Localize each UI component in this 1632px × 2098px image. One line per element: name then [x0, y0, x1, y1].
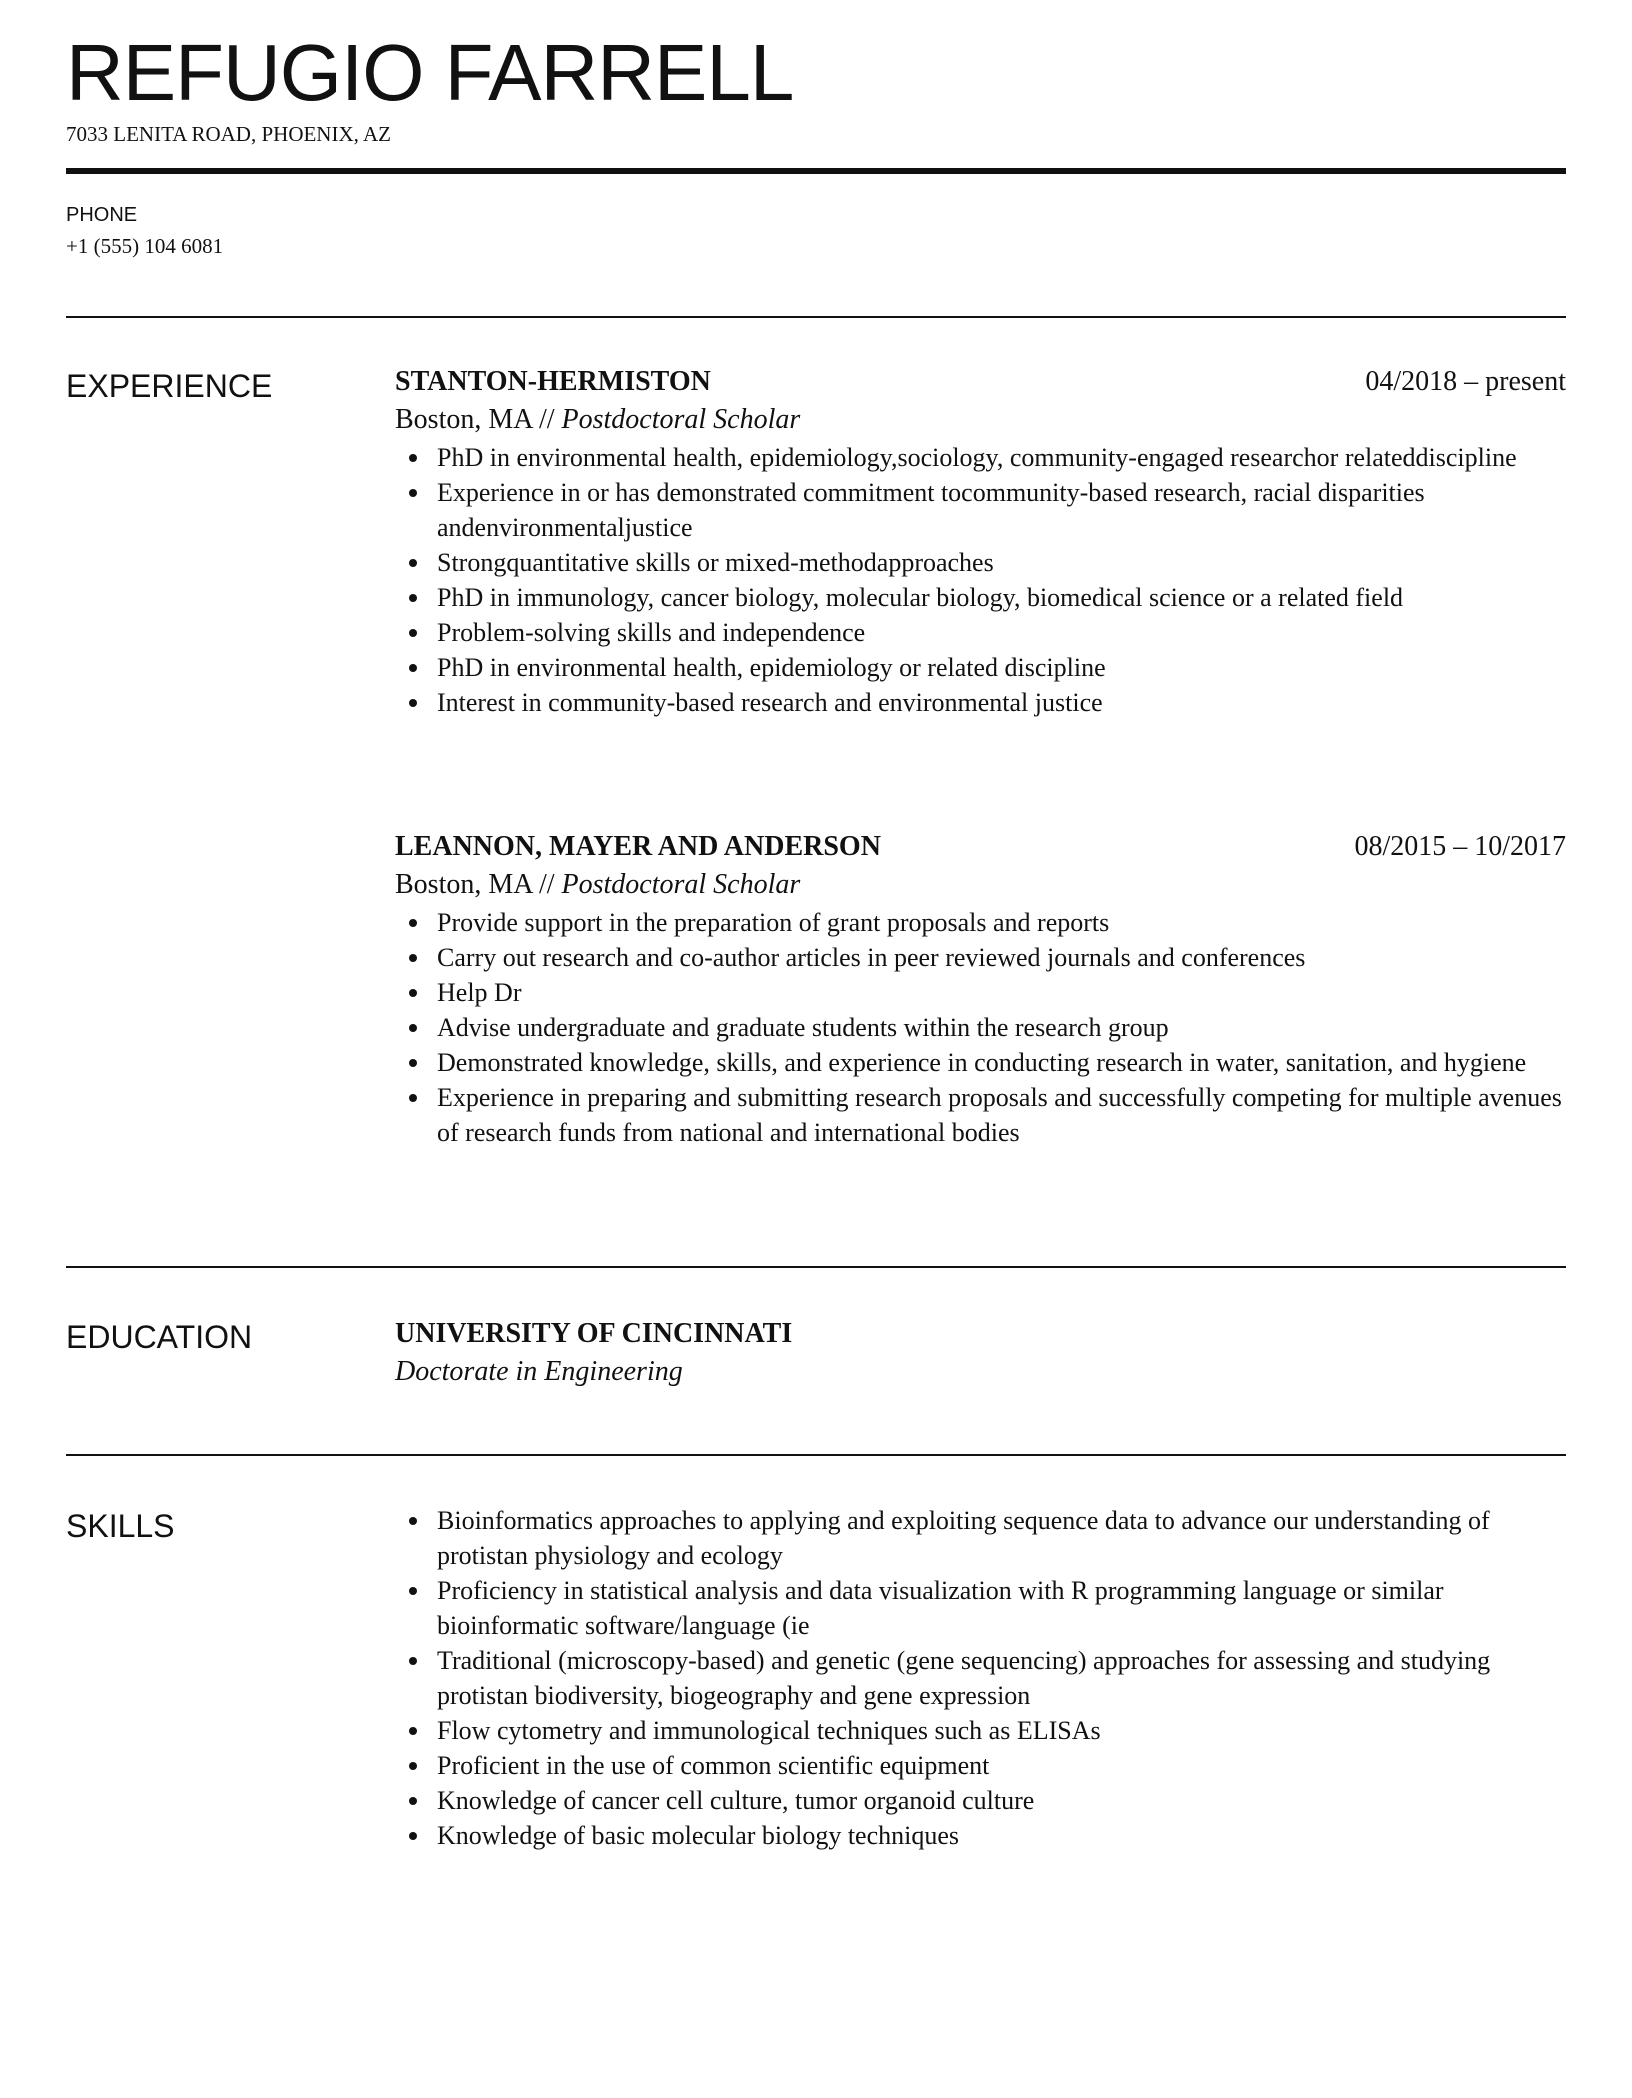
job-separator: // [531, 869, 562, 900]
experience-heading: EXPERIENCE [66, 368, 273, 404]
job-company: STANTON-HERMISTON [395, 366, 711, 397]
education-school: UNIVERSITY OF CINCINNATI [395, 1318, 793, 1349]
list-item: Flow cytometry and immunological techniques such as ELISAs [395, 1713, 1566, 1748]
section-divider [66, 1266, 1566, 1268]
skills-heading: SKILLS [66, 1508, 175, 1544]
list-item: Problem-solving skills and independence [395, 615, 1566, 650]
job-location: Boston, MA [395, 869, 532, 900]
list-item: PhD in environmental health, epidemiology,sociology, community-engaged researchor relateddiscipline [395, 440, 1566, 475]
list-item: PhD in environmental health, epidemiology or related discipline [395, 650, 1566, 685]
list-item: Advise undergraduate and graduate students within the research group [395, 1010, 1566, 1045]
list-item: Knowledge of basic molecular biology techniques [395, 1818, 1566, 1853]
list-item: PhD in immunology, cancer biology, molecular biology, biomedical science or a related field [395, 580, 1566, 615]
education-heading: EDUCATION [66, 1319, 253, 1355]
job-bullets [395, 440, 1566, 720]
list-item: Experience in or has demonstrated commitment tocommunity-based research, racial disparities andenvironmentaljustice [395, 475, 1566, 545]
list-item: Strongquantitative skills or mixed-methodapproaches [395, 545, 1566, 580]
list-item: Bioinformatics approaches to applying and exploiting sequence data to advance our understanding of protistan physiology and ecology [395, 1503, 1566, 1573]
section-divider [66, 316, 1566, 318]
list-item: Traditional (microscopy-based) and genetic (gene sequencing) approaches for assessing and studying protistan biodiversity, biogeography and gene expression [395, 1643, 1566, 1713]
list-item: Carry out research and co-author articles in peer reviewed journals and conferences [395, 940, 1566, 975]
job-location: Boston, MA [395, 404, 532, 435]
candidate-address: 7033 LENITA ROAD, PHOENIX, AZ [66, 122, 391, 146]
list-item: Proficiency in statistical analysis and data visualization with R programming language or similar bioinformatic software/language (ie [395, 1573, 1566, 1643]
job-role: Postdoctoral Scholar [561, 404, 801, 435]
candidate-name: REFUGIO FARRELL [66, 28, 794, 117]
list-item: Demonstrated knowledge, skills, and experience in conducting research in water, sanitation, and hygiene [395, 1045, 1566, 1080]
section-divider [66, 1454, 1566, 1456]
education-entry [395, 1316, 1566, 1392]
resume-page [66, 0, 1566, 2098]
header-divider [66, 168, 1566, 174]
job-dates: 04/2018 – present [1365, 366, 1566, 397]
job-entry [395, 829, 1566, 1150]
job-bullets [395, 905, 1566, 1150]
list-item: Knowledge of cancer cell culture, tumor organoid culture [395, 1783, 1566, 1818]
job-dates: 08/2015 – 10/2017 [1354, 831, 1566, 862]
phone-number: +1 (555) 104 6081 [66, 234, 224, 258]
skills-list [395, 1503, 1566, 1853]
job-entry [395, 364, 1566, 720]
job-location-role [395, 400, 1566, 440]
job-company: LEANNON, MAYER AND ANDERSON [395, 831, 881, 862]
list-item: Provide support in the preparation of grant proposals and reports [395, 905, 1566, 940]
job-separator: // [531, 404, 562, 435]
list-item: Experience in preparing and submitting research proposals and successfully competing for multiple avenues of research funds from national and international bodies [395, 1080, 1566, 1150]
education-degree: Doctorate in Engineering [395, 1356, 683, 1387]
list-item: Proficient in the use of common scientific equipment [395, 1748, 1566, 1783]
job-location-role [395, 865, 1566, 905]
skills-entry [395, 1503, 1566, 1853]
list-item: Interest in community-based research and environmental justice [395, 685, 1566, 720]
job-role: Postdoctoral Scholar [561, 869, 801, 900]
list-item: Help Dr [395, 975, 1566, 1010]
phone-label: PHONE [66, 204, 138, 226]
